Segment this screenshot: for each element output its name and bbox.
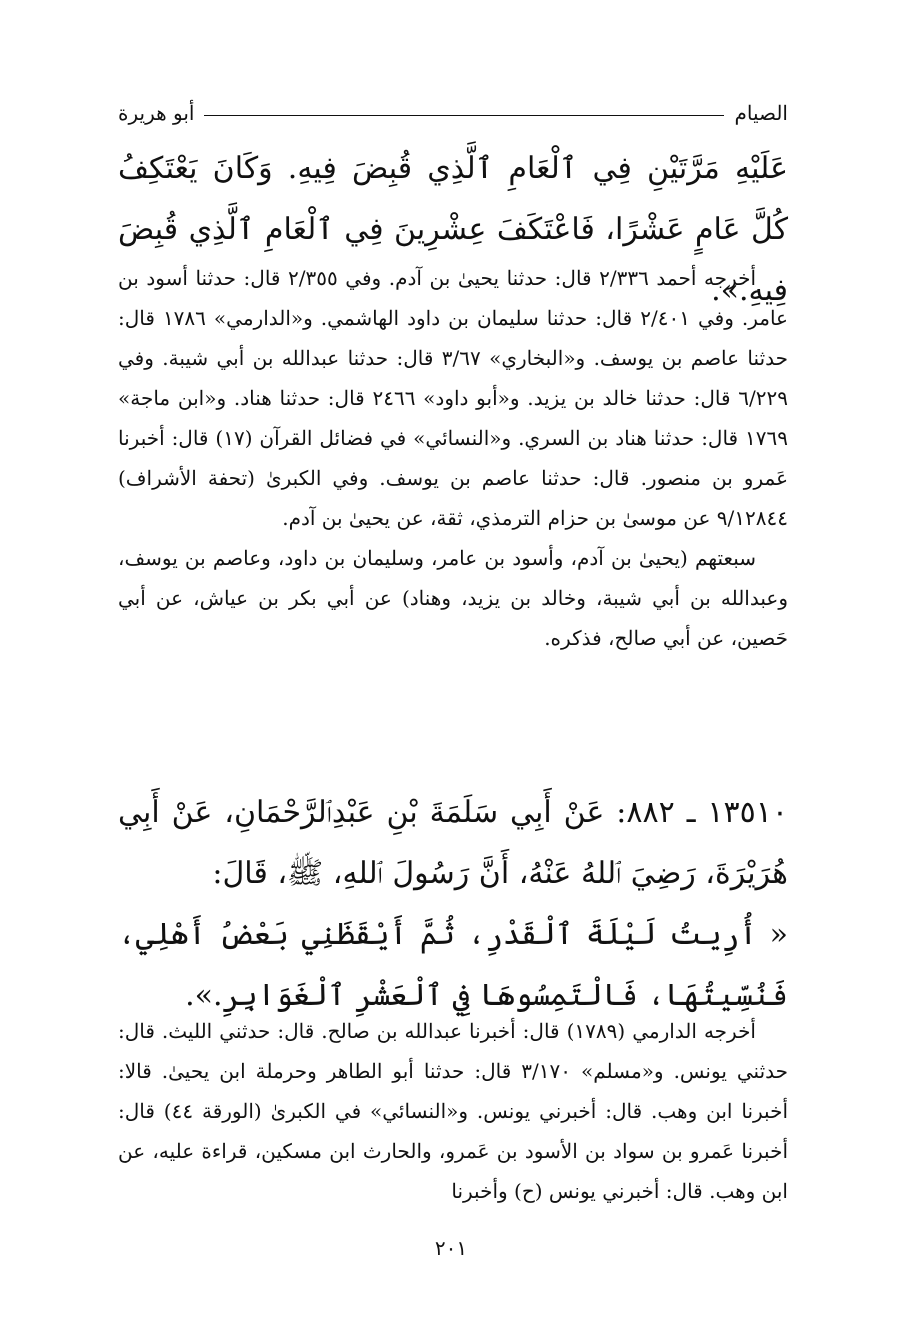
page-number: ٢٠١ — [434, 1236, 468, 1260]
hadith-isnad: ١٣٥١٠ ـ ٨٨٢: عَنْ أَبِي سَلَمَةَ بْنِ عَبْدِٱلرَّحْمَانِ، عَنْ أَبِي هُرَيْرَةَ، رَضِيَ ٱللهُ عَنْهُ، أَنَّ رَسُولَ ٱللهِ، ﷺ، قَالَ: — [118, 795, 788, 891]
header-rule — [204, 115, 724, 116]
takhrij-paragraph: أخرجه أحمد ٢/٣٣٦ قال: حدثنا يحيىٰ بن آدم. وفي ٢/٣٥٥ قال: حدثنا أسود بن عامر. وفي ٢/٤٠١ قال: حدثنا سليمان بن داود الهاشمي. و«الدارمي» ١٧٨٦ قال: حدثنا عاصم بن يوسف. و«البخاري» ٣/٦٧ قال: حدثنا عبدالله بن أبي شيبة. وفي ٦/٢٢٩ قال: حدثنا خالد بن يزيد. و«أبو داود» ٢٤٦٦ قال: حدثنا هناد. و«ابن ماجة» ١٧٦٩ قال: حدثنا هناد بن السري. و«النسائي» في فضائل القرآن (١٧) قال: أخبرنا عَمرو بن منصور. قال: حدثنا عاصم بن يوسف. وفي الكبرىٰ (تحفة الأشراف) ٩/١٢٨٤٤ عن موسىٰ بن حزام الترمذي، ثقة، عن يحيىٰ بن آدم. — [118, 266, 789, 530]
takhrij-section-2 — [118, 1011, 788, 1211]
takhrij-section-1 — [118, 258, 788, 658]
running-header — [118, 96, 788, 130]
takhrij-paragraph: أخرجه الدارمي (١٧٨٩) قال: أخبرنا عبدالله بن صالح. قال: حدثني الليث. قال: حدثني يونس. و«مسلم» ٣/١٧٠ قال: حدثنا أبو الطاهر وحرملة ابن يحيىٰ. قالا: أخبرنا ابن وهب. قال: أخبرني يونس. و«النسائي» في الكبرىٰ (الورقة ٤٤) قال: أخبرنا عَمرو بن سواد بن الأسود بن عَمرو، والحارث ابن مسكين، قراءة عليه، عن ابن وهب. قال: أخبرني يونس (ح) وأخبرنا — [118, 1019, 789, 1203]
takhrij-paragraph: سبعتهم (يحيىٰ بن آدم، وأسود بن عامر، وسليمان بن داود، وعاصم بن يوسف، وعبدالله بن أبي شيبة، وخالد بن يزيد، وهناد) عن أبي بكر بن عياش، عن أبي حَصين، عن أبي صالح، فذكره. — [118, 546, 788, 650]
narrator-title: أبو هريرة — [118, 101, 195, 125]
hadith-matn: « أُرِيتُ لَيْلَةَ ٱلْقَدْرِ، ثُمَّ أَيْقَظَنِي بَعْضُ أَهْلِي، فَنُسِّيتُهَا، فَالْتَمِسُوهَا فِي ٱلْعَشْرِ ٱلْغَوَابِرِ.». — [118, 917, 788, 1013]
hadith-entry — [118, 782, 788, 1026]
chapter-title: الصيام — [734, 101, 788, 125]
hadith-continuation: عَلَيْهِ مَرَّتَيْنِ فِي ٱلْعَامِ ٱلَّذِي قُبِضَ فِيهِ. وَكَانَ يَعْتَكِفُ كُلَّ عَامٍ عَشْرًا، فَاعْتَكَفَ عِشْرِينَ فِي ٱلْعَامِ ٱلَّذِي قُبِضَ فِيهِ.». — [118, 151, 788, 308]
